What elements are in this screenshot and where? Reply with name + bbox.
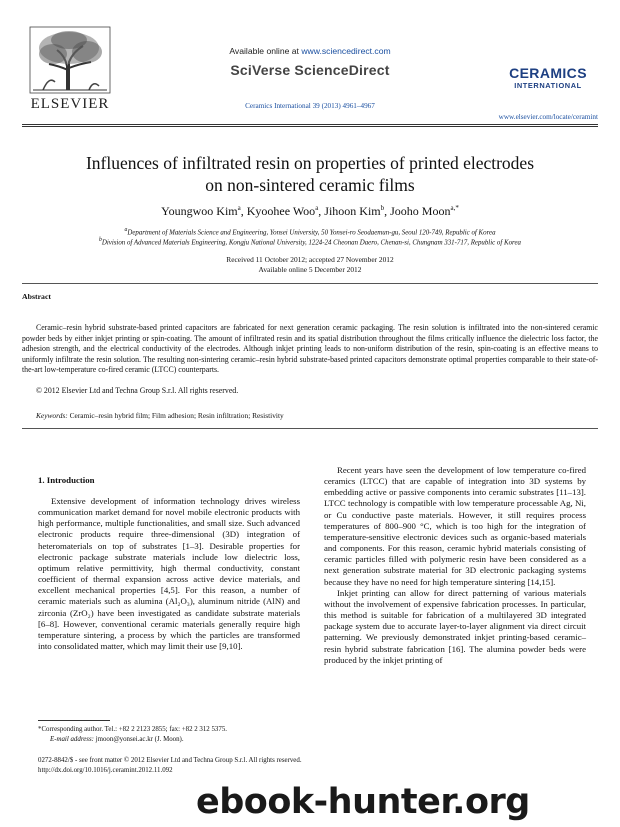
title-line: on non-sintered ceramic films: [205, 175, 415, 195]
platform-name: SciVerse ScienceDirect: [230, 62, 390, 78]
author-separator: ,: [384, 204, 391, 218]
abstract-body: Ceramic–resin hybrid substrate-based printed capacitors are fabricated for next generation ceramic packaging. The resin solution is infiltrated into the non-sintered ceramic powder beds by either inkjet printing or spin-coating. The amount of infiltrated resin and its spatial distribution throughout the films critically influence the dielectric loss factor, the adhesion strength, and the electrical conductivity of the electrodes. Although inkjet printing leads to non-uniform distribution of the resin, spin-coating is an effective means to uniformly infiltrate the resin solution. The resulting non-sintering ceramic–resin hybrid substrate-based printed capacitors demonstrate optimal properties comparable to their state-of-the-art low-temperature co-fired ceramic (LTCC) counterparts.: [22, 323, 598, 374]
author-name: Kyoohee Woo: [246, 204, 316, 218]
footnote-divider: [38, 720, 110, 721]
journal-homepage-link[interactable]: www.elsevier.com/locate/ceramint: [498, 113, 598, 121]
abstract-divider: [22, 283, 598, 284]
author-affiliation-mark: a: [237, 204, 241, 212]
corresponding-author-note: *Corresponding author. Tel.: +82 2 2123 2855; fax: +82 2 312 5375.: [38, 726, 227, 733]
keywords: [36, 411, 284, 420]
affiliation-mark: b: [99, 237, 102, 243]
right-column: [324, 465, 586, 666]
email-note: [50, 736, 184, 743]
sciencedirect-link[interactable]: www.sciencedirect.com: [301, 46, 391, 56]
affiliation-b: [0, 237, 620, 246]
article-title: [40, 152, 580, 196]
abstract-heading: Abstract: [22, 292, 52, 301]
section-heading: 1. Introduction: [38, 475, 95, 485]
journal-brand-title: CERAMICS: [509, 65, 587, 81]
keywords-list: Ceramic–resin hybrid film; Film adhesion; Resin infiltration; Resistivity: [69, 411, 284, 420]
author-name: Youngwoo Kim: [161, 204, 238, 218]
paragraph: Recent years have seen the development of low temperature co-fired ceramics (LTCC) that are capable of integration into 3D systems by embedding active or passive components into ceramic substrates [11–13]. LTCC technology is compatible with low temperature processable Ag, Ni, or Cu conductive paste materials. However, it still requires process temperatures of 800–900 °C, which is too high for the integration of temperature-sensitive electronic devices such as organic-based materials and components. For this reason, ceramic hybrid materials consisting of ceramic particles filled with polymeric resin have been considered as a next generation substrate material for 3D electronic packaging systems because they have no need for high temperature sintering [14,15].: [324, 465, 586, 587]
available-date: Available online 5 December 2012: [258, 265, 362, 274]
keywords-label: Keywords:: [36, 411, 68, 420]
author-affiliation-mark[interactable]: a,*: [450, 204, 459, 212]
author-name: Jihoon Kim: [324, 204, 381, 218]
watermark: ebook-hunter.org: [196, 782, 530, 822]
author-name: Jooho Moon: [390, 204, 451, 218]
publisher-name: ELSEVIER: [30, 96, 110, 112]
received-dates: Received 11 October 2012; accepted 27 November 2012: [226, 255, 394, 264]
elsevier-tree-icon: [29, 26, 111, 94]
left-column: [38, 496, 300, 652]
paragraph: Extensive development of information technology drives wireless communication market demand for novel mobile electronic products with high performance, multiple functionalities, and small size. Such advanced electronic products require three-dimensional (3D) integration of heteromaterials on top of substrates [1–3]. Desirable properties for electronic package substrate materials include low dielectric loss, optimum relative permittivity, high thermal conductivity, constant coefficient of thermal expansion across active device materials, and excellent mechanical properties [4,5]. For this reason, a number of ceramic materials such as alumina (Al₂O₃), aluminum nitride (AlN) and zirconia (ZrO₂) have been investigated as candidate substrate materials [6–8]. However, conventional ceramic materials generally require high temperature sintering, a process by which the particles are transformed into consolidated matter, which may limit their use [9,10].: [38, 496, 300, 652]
journal-brand: [498, 66, 598, 90]
email-address[interactable]: jmoon@yonsei.ac.kr (J. Moon).: [95, 736, 184, 743]
affiliation-mark: a: [124, 227, 128, 233]
header-divider: [22, 124, 598, 125]
author-list: [0, 204, 620, 219]
journal-reference[interactable]: Ceramics International 39 (2013) 4961–4967: [245, 102, 375, 110]
title-line: Influences of infiltrated resin on properties of printed electrodes: [85, 153, 535, 173]
front-matter: 0272-8842/$ - see front matter © 2012 Elsevier Ltd and Techna Group S.r.l. All rights reserved.: [38, 757, 302, 764]
paragraph: Inkjet printing can allow for direct patterning of various materials without the involvement of expensive fabrication processes. In particular, this method is suitable for fabrication of a multilayered 3D integrated package system due to accurate layer-to-layer alignment via direct circuit patterning. We previously demonstrated inkjet printing-based ceramic–resin hybrid substrate fabrication [16]. The alumina powder beds were produced by the inkjet printing of: [324, 587, 586, 665]
journal-brand-subtitle: INTERNATIONAL: [514, 81, 582, 90]
affiliation-text: Department of Materials Science and Engineering, Yonsei University, 50 Yonsei-ro Seodaemun-gu, Seoul 120-749, Republic of Korea: [127, 229, 496, 237]
abstract-divider: [22, 428, 598, 429]
abstract-copyright: © 2012 Elsevier Ltd and Techna Group S.r.l. All rights reserved.: [36, 386, 239, 395]
affiliation-a: [0, 227, 620, 236]
available-online: [0, 46, 620, 56]
author-separator: ,: [318, 204, 325, 218]
author-separator: ,: [240, 204, 247, 218]
email-label: E-mail address:: [50, 736, 94, 743]
doi-link[interactable]: http://dx.doi.org/10.1016/j.ceramint.2012.11.092: [38, 767, 173, 774]
header-divider: [22, 126, 598, 127]
author-affiliation-mark: b: [380, 204, 385, 212]
available-prefix: Available online at: [229, 46, 302, 56]
author-affiliation-mark: a: [315, 204, 319, 212]
affiliation-text: Division of Advanced Materials Engineering, Kongju National University, 1224-24 Cheonan Daero, Chenan-si, Chungnam 331-717, Republic of Korea: [101, 239, 521, 247]
